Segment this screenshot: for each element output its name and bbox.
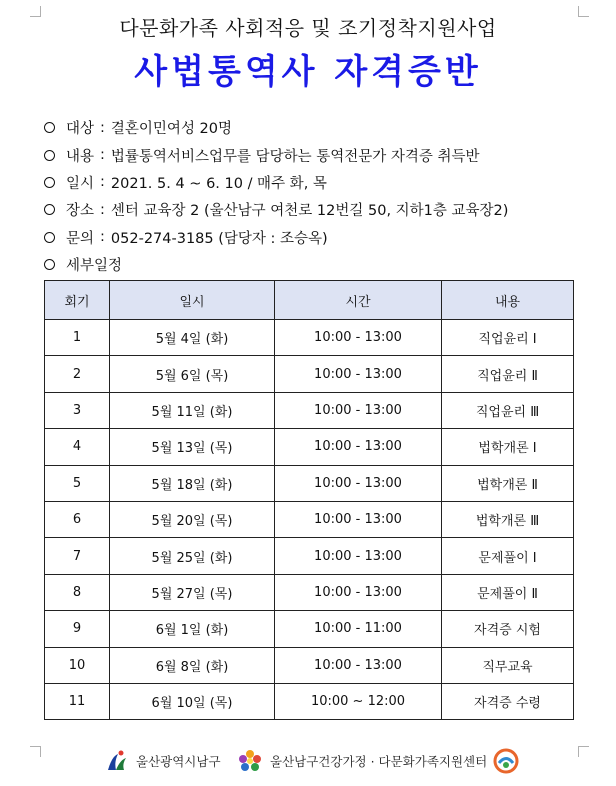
center-name: 울산남구건강가정 · 다문화가족지원센터	[270, 754, 488, 769]
cell-time: 10:00 ~ 12:00	[275, 683, 442, 719]
info-list	[44, 114, 604, 278]
cell-date: 6월 10일 (목)	[110, 683, 275, 719]
namgu-name: 울산광역시남구	[136, 754, 221, 769]
table-row	[45, 538, 574, 574]
cell-time: 10:00 - 13:00	[275, 574, 442, 610]
cell-content: 직무교육	[442, 647, 574, 683]
cell-session: 2	[45, 356, 110, 392]
info-item-target	[44, 114, 604, 141]
cell-content: 문제풀이 Ⅰ	[442, 538, 574, 574]
info-colon: :	[100, 119, 105, 136]
cell-date: 5월 13일 (목)	[110, 429, 275, 465]
program-subtitle: 다문화가족 사회적응 및 조기정착지원사업	[119, 16, 497, 40]
cell-time: 10:00 - 13:00	[275, 356, 442, 392]
info-colon: :	[100, 201, 105, 218]
circle-bullet-icon	[44, 122, 55, 133]
namgu-emblem-icon	[104, 748, 130, 774]
cell-date: 6월 8일 (화)	[110, 647, 275, 683]
cell-content: 직업윤리 Ⅰ	[442, 320, 574, 356]
cell-date: 5월 20일 (목)	[110, 501, 275, 537]
circle-bullet-icon	[44, 232, 55, 243]
table-row	[45, 320, 574, 356]
cell-content: 직업윤리 Ⅱ	[442, 356, 574, 392]
cell-session: 9	[45, 611, 110, 647]
cell-date: 5월 25일 (화)	[110, 538, 275, 574]
info-item-location	[44, 196, 604, 223]
table-row	[45, 683, 574, 719]
table-row	[45, 611, 574, 647]
cell-time: 10:00 - 13:00	[275, 429, 442, 465]
cell-date: 5월 11일 (화)	[110, 392, 275, 428]
detail-schedule-heading	[44, 251, 604, 278]
info-label: 장소	[66, 203, 95, 220]
info-colon: :	[100, 229, 105, 246]
family-center-emblem-icon	[236, 747, 264, 775]
table-row	[45, 574, 574, 610]
center-logo-group	[236, 745, 525, 777]
page-title: 사법통역사 자격증반	[134, 52, 482, 92]
info-item-contact	[44, 224, 604, 251]
multicultural-center-emblem-icon	[493, 748, 519, 774]
circle-bullet-icon	[44, 177, 55, 188]
cell-content: 자격증 시험	[442, 611, 574, 647]
cell-date: 5월 18일 (화)	[110, 465, 275, 501]
info-item-datetime	[44, 169, 604, 196]
cell-session: 10	[45, 647, 110, 683]
cell-date: 5월 27일 (목)	[110, 574, 275, 610]
cell-content: 문제풀이 Ⅱ	[442, 574, 574, 610]
info-value: 052-274-3185 (담당자 : 조승옥)	[110, 230, 328, 247]
schedule-table	[44, 280, 574, 720]
cell-session: 3	[45, 392, 110, 428]
table-row	[45, 501, 574, 537]
header-content: 내용	[442, 281, 574, 320]
footer-logos	[0, 745, 616, 777]
cell-time: 10:00 - 13:00	[275, 320, 442, 356]
info-value: 2021. 5. 4 ~ 6. 10 / 매주 화, 목	[110, 175, 327, 192]
info-item-content	[44, 141, 604, 168]
cell-content: 자격증 수령	[442, 683, 574, 719]
cell-date: 5월 4일 (화)	[110, 320, 275, 356]
cell-time: 10:00 - 13:00	[275, 392, 442, 428]
cell-session: 1	[45, 320, 110, 356]
info-label: 일시	[66, 175, 95, 192]
cell-content: 법학개론 Ⅱ	[442, 465, 574, 501]
cell-session: 4	[45, 429, 110, 465]
info-value: 법률통역서비스업무를 담당하는 통역전문가 자격증 취득반	[110, 148, 480, 165]
table-row	[45, 429, 574, 465]
circle-bullet-icon	[44, 150, 55, 161]
cell-date: 5월 6일 (목)	[110, 356, 275, 392]
header-time: 시간	[275, 281, 442, 320]
info-colon: :	[100, 147, 105, 164]
table-header-row	[45, 281, 574, 320]
circle-bullet-icon	[44, 204, 55, 215]
cell-content: 법학개론 Ⅰ	[442, 429, 574, 465]
namgu-logo	[104, 745, 221, 777]
cell-time: 10:00 - 13:00	[275, 538, 442, 574]
cell-content: 법학개론 Ⅲ	[442, 501, 574, 537]
cell-session: 11	[45, 683, 110, 719]
cell-time: 10:00 - 13:00	[275, 501, 442, 537]
header-date: 일시	[110, 281, 275, 320]
info-label: 내용	[66, 148, 95, 165]
cell-time: 10:00 - 11:00	[275, 611, 442, 647]
info-label: 문의	[66, 230, 95, 247]
info-value: 센터 교육장 2 (울산남구 여천로 12번길 50, 지하1층 교육장2)	[110, 203, 509, 220]
cell-date: 6월 1일 (화)	[110, 611, 275, 647]
cell-session: 6	[45, 501, 110, 537]
table-row	[45, 647, 574, 683]
detail-heading-label: 세부일정	[66, 258, 123, 275]
cell-content: 직업윤리 Ⅲ	[442, 392, 574, 428]
cell-session: 5	[45, 465, 110, 501]
cell-time: 10:00 - 13:00	[275, 465, 442, 501]
cell-time: 10:00 - 13:00	[275, 647, 442, 683]
cell-session: 7	[45, 538, 110, 574]
info-value: 결혼이민여성 20명	[110, 121, 233, 138]
info-label: 대상	[66, 121, 95, 138]
table-row	[45, 356, 574, 392]
header-session: 회기	[45, 281, 110, 320]
circle-bullet-icon	[44, 259, 55, 270]
table-row	[45, 465, 574, 501]
info-colon: :	[100, 174, 105, 191]
cell-session: 8	[45, 574, 110, 610]
table-row	[45, 392, 574, 428]
